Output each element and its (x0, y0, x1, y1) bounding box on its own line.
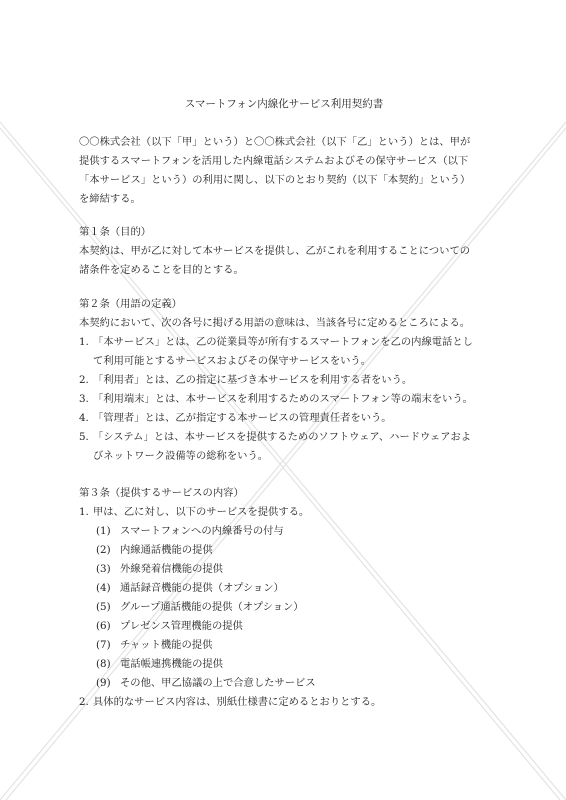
item-number: 3. (79, 393, 89, 405)
service-subitem (79, 579, 489, 598)
item-number: 1. (79, 506, 89, 518)
subitem-text: 電話帳連携機能の提供 (120, 658, 223, 670)
subitem-number: (8) (96, 658, 111, 670)
article-2 (79, 295, 489, 466)
item-text: 「利用端末」とは、本サービスを利用するためのスマートフォン等の端末をいう。 (93, 393, 473, 405)
definition-item (79, 390, 489, 409)
service-subitem (79, 598, 489, 617)
preamble-line: 提供するスマートフォンを活用した内線電話システムおよびその保守サービス（以下 (79, 155, 469, 167)
item-number: 2. (79, 374, 89, 386)
service-item (79, 693, 489, 712)
subitem-text: 内線通話機能の提供 (120, 544, 213, 556)
item-number: 1. (79, 336, 89, 348)
definition-item (79, 409, 489, 428)
article-text: 諸条件を定めることを目的とする。 (79, 264, 244, 276)
service-subitem (79, 560, 489, 579)
subitem-text: 外線発着信機能の提供 (120, 563, 223, 575)
item-text: て利用可能とするサービスおよびその保守サービスをいう。 (93, 355, 372, 367)
item-number: 4. (79, 412, 89, 424)
item-text: 「本サービス」とは、乙の従業員等が所有するスマートフォンを乙の内線電話とし (93, 336, 473, 348)
item-text: びネットワーク設備等の総称をいう。 (93, 450, 269, 462)
subitem-number: (2) (96, 544, 111, 556)
subitem-number: (6) (96, 620, 111, 632)
item-text: 甲は、乙に対し、以下のサービスを提供する。 (93, 506, 310, 518)
subitem-number: (7) (96, 639, 111, 651)
service-subitem (79, 674, 489, 693)
article-heading: 第３条（提供するサービスの内容） (79, 487, 244, 499)
definition-item (79, 371, 489, 390)
subitem-number: (9) (96, 677, 111, 689)
service-subitem (79, 541, 489, 560)
preamble-line: を締結する。 (79, 193, 141, 205)
service-subitem (79, 522, 489, 541)
article-1 (79, 223, 489, 280)
subitem-text: グループ通話機能の提供（オプション） (120, 601, 304, 613)
service-subitem (79, 636, 489, 655)
service-subitem (79, 617, 489, 636)
item-number: 5. (79, 431, 89, 443)
item-text: 「システム」とは、本サービスを提供するためのソフトウェア、ハードウェアおよ (93, 431, 472, 443)
article-text: 本契約において、次の各号に掲げる用語の意味は、当該各号に定めるところによる。 (79, 317, 471, 329)
subitem-number: (5) (96, 601, 111, 613)
subitem-number: (3) (96, 563, 111, 575)
preamble-line: 「本サービス」という）の利用に関し、以下のとおり契約（以下「本契約」という） (79, 174, 471, 186)
subitem-text: プレゼンス管理機能の提供 (120, 620, 243, 632)
preamble (79, 133, 489, 209)
service-item (79, 503, 489, 522)
subitem-text: チャット機能の提供 (120, 639, 213, 651)
article-heading: 第１条（目的） (79, 226, 152, 238)
subitem-number: (1) (96, 525, 111, 537)
subitem-number: (4) (96, 582, 111, 594)
subitem-text: 通話録音機能の提供（オプション） (120, 582, 284, 594)
definition-item (79, 333, 489, 371)
article-heading: 第２条（用語の定義） (79, 298, 182, 310)
article-text: 本契約は、甲が乙に対して本サービスを提供し、乙がこれを利用することについての (79, 245, 471, 257)
preamble-line: 〇〇株式会社（以下「甲」という）と〇〇株式会社（以下「乙」という）とは、甲が (79, 136, 471, 148)
item-text: 「利用者」とは、乙の指定に基づき本サービスを利用する者をいう。 (93, 374, 413, 386)
document-title: スマートフォン内線化サービス利用契約書 (184, 98, 384, 110)
item-text: 「管理者」とは、乙が指定する本サービスの管理責任者をいう。 (93, 412, 392, 424)
definition-item (79, 428, 489, 466)
service-subitem (79, 655, 489, 674)
item-number: 2. (79, 696, 89, 708)
article-3 (79, 484, 489, 712)
subitem-text: スマートフォンへの内線番号の付与 (120, 525, 284, 537)
subitem-text: その他、甲乙協議の上で合意したサービス (120, 677, 316, 689)
item-text: 具体的なサービス内容は、別紙仕様書に定めるとおりとする。 (93, 696, 382, 708)
